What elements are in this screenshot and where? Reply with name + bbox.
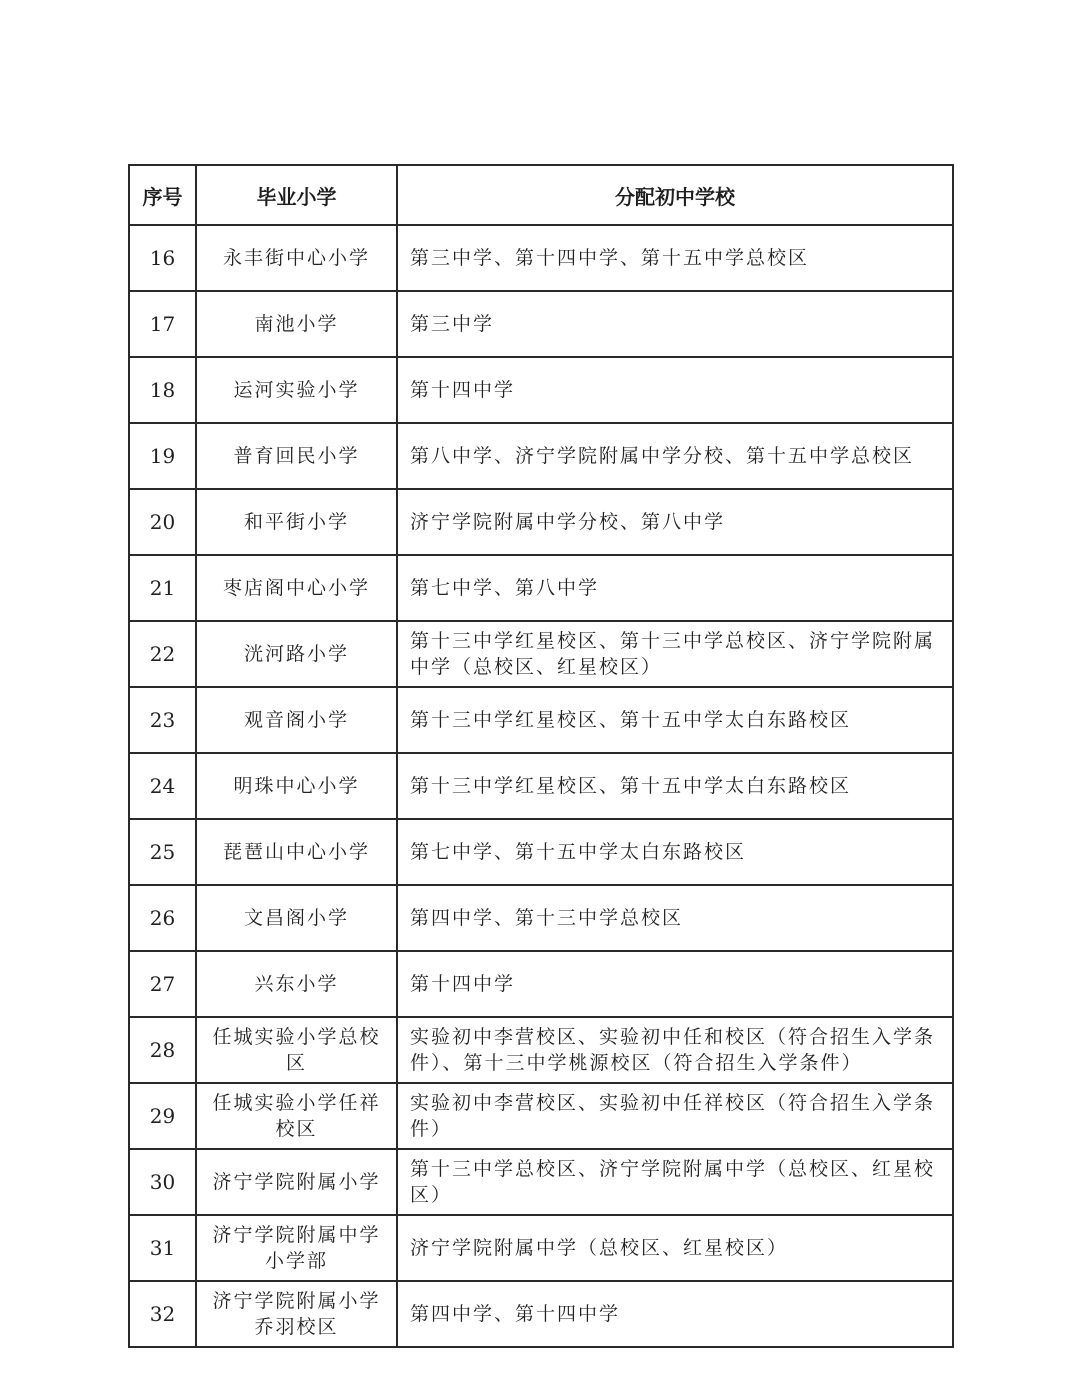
table-row [129, 687, 953, 753]
primary-school-name: 运河实验小学 [196, 357, 397, 423]
assigned-middle-schools: 第十三中学红星校区、第十五中学太白东路校区 [397, 687, 953, 753]
assigned-middle-schools: 第七中学、第八中学 [397, 555, 953, 621]
primary-school-name: 琵琶山中心小学 [196, 819, 397, 885]
assigned-middle-schools: 济宁学院附属中学分校、第八中学 [397, 489, 953, 555]
assigned-middle-schools: 第四中学、第十三中学总校区 [397, 885, 953, 951]
header-primary-school: 毕业小学 [196, 165, 397, 225]
row-number: 23 [129, 687, 196, 753]
table-row [129, 555, 953, 621]
row-number: 29 [129, 1083, 196, 1149]
row-number: 18 [129, 357, 196, 423]
assigned-middle-schools: 实验初中李营校区、实验初中任和校区（符合招生入学条件）、第十三中学桃源校区（符合招生入学条件） [397, 1017, 953, 1083]
table-row [129, 1149, 953, 1215]
primary-school-name: 枣店阁中心小学 [196, 555, 397, 621]
row-number: 25 [129, 819, 196, 885]
table-row [129, 1083, 953, 1149]
row-number: 24 [129, 753, 196, 819]
primary-school-name: 观音阁小学 [196, 687, 397, 753]
primary-school-name: 文昌阁小学 [196, 885, 397, 951]
table-row [129, 885, 953, 951]
table-row [129, 1281, 953, 1347]
table-row [129, 489, 953, 555]
row-number: 22 [129, 621, 196, 687]
table-row [129, 951, 953, 1017]
assigned-middle-schools: 第十四中学 [397, 951, 953, 1017]
assigned-middle-schools: 实验初中李营校区、实验初中任祥校区（符合招生入学条件） [397, 1083, 953, 1149]
primary-school-name: 任城实验小学总校区 [196, 1017, 397, 1083]
table-header-row [129, 165, 953, 225]
table-row [129, 621, 953, 687]
assigned-middle-schools: 第十三中学红星校区、第十五中学太白东路校区 [397, 753, 953, 819]
table-row [129, 357, 953, 423]
row-number: 21 [129, 555, 196, 621]
row-number: 17 [129, 291, 196, 357]
header-number: 序号 [129, 165, 196, 225]
primary-school-name: 明珠中心小学 [196, 753, 397, 819]
table-row [129, 1017, 953, 1083]
row-number: 27 [129, 951, 196, 1017]
table-row [129, 291, 953, 357]
primary-school-name: 永丰街中心小学 [196, 225, 397, 291]
primary-school-name: 和平街小学 [196, 489, 397, 555]
primary-school-name: 南池小学 [196, 291, 397, 357]
assigned-middle-schools: 第三中学 [397, 291, 953, 357]
row-number: 31 [129, 1215, 196, 1281]
school-assignment-table [128, 164, 954, 1348]
header-assigned-middle-school: 分配初中学校 [397, 165, 953, 225]
row-number: 30 [129, 1149, 196, 1215]
primary-school-name: 洸河路小学 [196, 621, 397, 687]
primary-school-name: 兴东小学 [196, 951, 397, 1017]
table-row [129, 423, 953, 489]
primary-school-name: 任城实验小学任祥校区 [196, 1083, 397, 1149]
assigned-middle-schools: 第十四中学 [397, 357, 953, 423]
primary-school-name: 济宁学院附属小学 [196, 1149, 397, 1215]
assigned-middle-schools: 第十三中学红星校区、第十三中学总校区、济宁学院附属中学（总校区、红星校区） [397, 621, 953, 687]
row-number: 20 [129, 489, 196, 555]
assigned-middle-schools: 第三中学、第十四中学、第十五中学总校区 [397, 225, 953, 291]
row-number: 16 [129, 225, 196, 291]
primary-school-name: 普育回民小学 [196, 423, 397, 489]
row-number: 26 [129, 885, 196, 951]
row-number: 28 [129, 1017, 196, 1083]
table-row [129, 1215, 953, 1281]
assigned-middle-schools: 第七中学、第十五中学太白东路校区 [397, 819, 953, 885]
table-row [129, 819, 953, 885]
row-number: 32 [129, 1281, 196, 1347]
assigned-middle-schools: 第八中学、济宁学院附属中学分校、第十五中学总校区 [397, 423, 953, 489]
assigned-middle-schools: 第十三中学总校区、济宁学院附属中学（总校区、红星校区） [397, 1149, 953, 1215]
table-row [129, 225, 953, 291]
assigned-middle-schools: 第四中学、第十四中学 [397, 1281, 953, 1347]
table-row [129, 753, 953, 819]
row-number: 19 [129, 423, 196, 489]
assigned-middle-schools: 济宁学院附属中学（总校区、红星校区） [397, 1215, 953, 1281]
primary-school-name: 济宁学院附属小学乔羽校区 [196, 1281, 397, 1347]
primary-school-name: 济宁学院附属中学小学部 [196, 1215, 397, 1281]
